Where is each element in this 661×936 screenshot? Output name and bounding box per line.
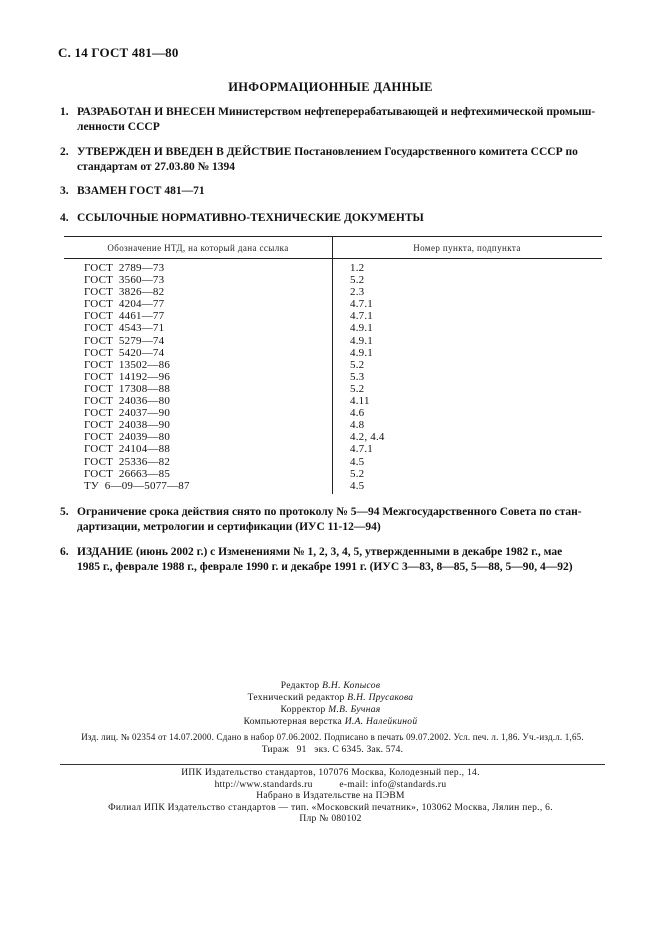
footer-contacts: http://www.standards.ru e-mail: info@standards.ru [214, 779, 447, 790]
footer-publisher: ИПК Издательство стандартов, 107076 Москва, Колодезный пер., 14. [181, 768, 480, 778]
cell-doc-designation: ГОСТ 26663—85 [84, 467, 171, 480]
item-text: ССЫЛОЧНЫЕ НОРМАТИВНО-ТЕХНИЧЕСКИЕ ДОКУМЕНТЫ [77, 212, 424, 224]
cell-doc-designation: ГОСТ 24038—90 [84, 419, 171, 432]
credit-corrector: Корректор М.В. Бучная [280, 705, 381, 715]
cell-clause-number: 4.8 [350, 419, 365, 432]
item-number: 2. [60, 146, 69, 158]
cell-clause-number: 4.9.1 [350, 322, 373, 335]
table-row [64, 322, 602, 334]
cell-clause-number: 4.7.1 [350, 310, 373, 323]
credits [0, 680, 661, 728]
cell-doc-designation: ГОСТ 4204—77 [84, 298, 165, 311]
cell-doc-designation: ГОСТ 4461—77 [84, 310, 165, 323]
cell-doc-designation: ГОСТ 24037—90 [84, 407, 171, 420]
publication-info [60, 731, 605, 757]
table-row [64, 262, 602, 274]
cell-doc-designation: ГОСТ 24039—80 [84, 431, 171, 444]
references-table [64, 236, 602, 494]
item-text: Постановлением Государственного комитета СССР по [291, 146, 578, 158]
cell-doc-designation: ГОСТ 3826—82 [84, 286, 165, 299]
cell-doc-designation: ТУ 6—09—5077—87 [84, 479, 190, 492]
item-lead: УТВЕРЖДЕН И ВВЕДЕН В ДЕЙСТВИЕ [77, 146, 292, 158]
item-number: 3. [60, 185, 69, 197]
column-divider [332, 237, 333, 494]
item-lead: ИЗДАНИЕ [77, 546, 134, 558]
page-header: С. 14 ГОСТ 481—80 [58, 45, 179, 60]
item-edition [60, 545, 605, 575]
table-row [64, 371, 602, 383]
item-lead: РАЗРАБОТАН И ВНЕСЕН [77, 106, 216, 118]
item-continuation: дартизации, метрологии и сертификации (ИУС 11-12—94) [77, 521, 381, 533]
item-validity [60, 505, 605, 535]
cell-clause-number: 4.6 [350, 407, 365, 420]
item-continuation: 1985 г., феврале 1988 г., феврале 1990 г. и декабре 1991 г. (ИУС 3—83, 8—85, 5—88, 5—90, 4—92) [77, 561, 573, 573]
cell-clause-number: 5.3 [350, 370, 365, 383]
publication-line: Тираж 91 экз. С 6345. Зак. 574. [261, 745, 404, 755]
item-approved [60, 145, 605, 175]
item-text: Министерством нефтеперерабатывающей и нефтехимической промыш- [215, 106, 596, 118]
cell-doc-designation: ГОСТ 24104—88 [84, 443, 171, 456]
footer-license: Плр № 080102 [299, 814, 362, 825]
table-row [64, 480, 602, 492]
cell-doc-designation: ГОСТ 13502—86 [84, 358, 171, 371]
cell-doc-designation: ГОСТ 3560—73 [84, 274, 165, 287]
header-clause-number: Номер пункта, подпункта [413, 242, 521, 253]
cell-clause-number: 4.5 [350, 455, 365, 468]
cell-clause-number: 1.2 [350, 262, 365, 274]
table-row [64, 383, 602, 395]
item-text: (июнь 2002 г.) с Изменениями № 1, 2, 3, 4, 5, утвержденными в декабре 1982 г., мае [133, 546, 563, 558]
credit-editor: Редактор В.Н. Копысов [280, 681, 381, 691]
cell-doc-designation: ГОСТ 17308—88 [84, 382, 171, 395]
cell-doc-designation: ГОСТ 14192—96 [84, 370, 171, 383]
item-number: 4. [60, 212, 69, 224]
item-references-heading [60, 211, 605, 226]
table-row [64, 395, 602, 407]
cell-clause-number: 4.7.1 [350, 443, 373, 456]
cell-clause-number: 5.2 [350, 382, 365, 395]
cell-clause-number: 2.3 [350, 286, 365, 299]
item-text: Ограничение срока действия снято по протоколу № 5—94 Межгосударственного Совета по стан- [77, 506, 582, 518]
footer [0, 768, 661, 826]
item-text: ВЗАМЕН ГОСТ 481—71 [77, 185, 205, 197]
cell-doc-designation: ГОСТ 5279—74 [84, 334, 165, 347]
credit-layout: Компьютерная верстка И.А. Налейкиной [243, 717, 418, 727]
item-replaces [60, 184, 605, 199]
footer-divider [60, 764, 605, 765]
table-row [64, 347, 602, 359]
table-row [64, 456, 602, 468]
cell-doc-designation: ГОСТ 25336—82 [84, 455, 171, 468]
table-row [64, 286, 602, 298]
table-header [64, 237, 602, 259]
cell-clause-number: 4.7.1 [350, 298, 373, 311]
table-row [64, 298, 602, 310]
table-row [64, 407, 602, 419]
table-row [64, 443, 602, 455]
item-continuation: ленности СССР [77, 121, 160, 133]
item-continuation: стандартам от 27.03.80 № 1394 [77, 161, 236, 173]
cell-doc-designation: ГОСТ 24036—80 [84, 395, 171, 408]
table-row [64, 274, 602, 286]
cell-clause-number: 4.11 [350, 395, 370, 408]
cell-clause-number: 5.2 [350, 274, 365, 287]
cell-clause-number: 4.5 [350, 479, 365, 492]
credit-tech-editor: Технический редактор В.Н. Прусакова [247, 693, 414, 703]
cell-clause-number: 4.9.1 [350, 346, 373, 359]
section-title: ИНФОРМАЦИОННЫЕ ДАННЫЕ [228, 80, 433, 94]
table-row [64, 419, 602, 431]
header-doc-designation: Обозначение НТД, на который дана ссылка [107, 242, 289, 253]
cell-doc-designation: ГОСТ 5420—74 [84, 346, 165, 359]
item-number: 5. [60, 506, 69, 518]
footer-typeset: Набрано в Издательстве на ПЭВМ [256, 791, 405, 802]
cell-doc-designation: ГОСТ 4543—71 [84, 322, 165, 335]
table-row [64, 310, 602, 322]
table-row [64, 468, 602, 480]
table-body [64, 259, 602, 494]
footer-printer: Филиал ИПК Издательство стандартов — тип. «Московский печатник», 103062 Москва, Лялин пер., 6. [108, 802, 553, 813]
table-row [64, 359, 602, 371]
publication-line: Изд. лиц. № 02354 от 14.07.2000. Сдано в набор 07.06.2002. Подписано в печать 09.07.2002. Усл. печ. л. 1,86. Уч.-изд.л. 1,65. [81, 732, 584, 742]
table-row [64, 431, 602, 443]
cell-doc-designation: ГОСТ 2789—73 [84, 262, 165, 274]
item-number: 1. [60, 106, 69, 118]
item-developed-by [60, 105, 605, 135]
cell-clause-number: 5.2 [350, 467, 365, 480]
cell-clause-number: 4.9.1 [350, 334, 373, 347]
item-number: 6. [60, 546, 69, 558]
table-row [64, 335, 602, 347]
cell-clause-number: 5.2 [350, 358, 365, 371]
cell-clause-number: 4.2, 4.4 [350, 431, 385, 444]
